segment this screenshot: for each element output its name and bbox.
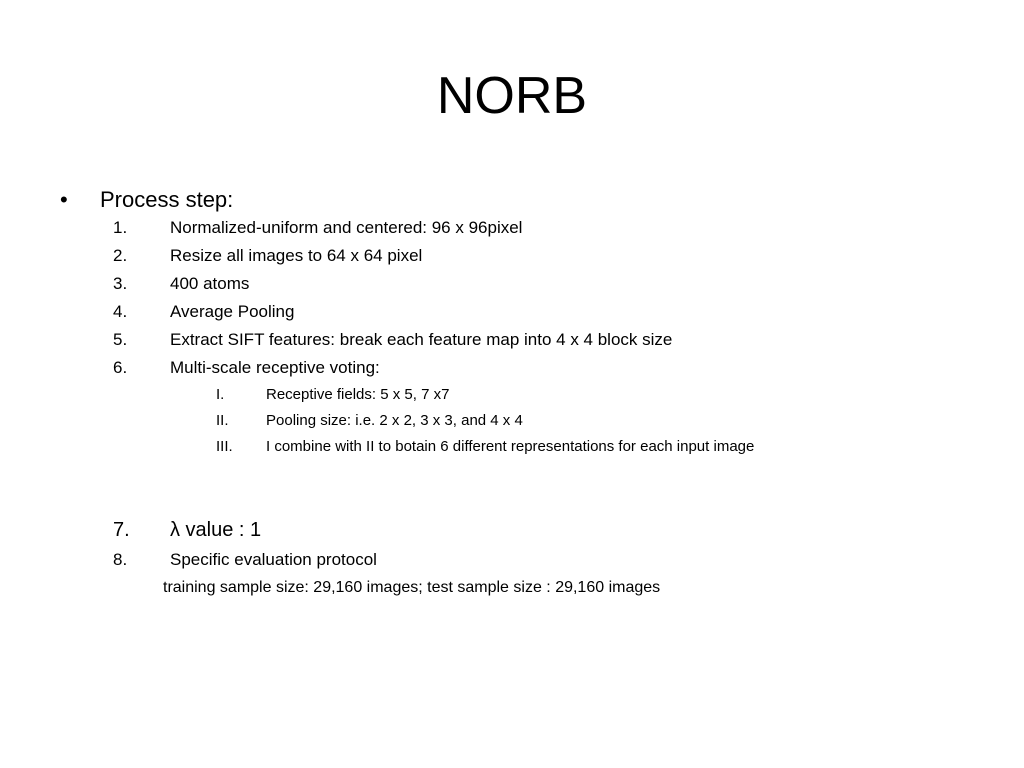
step-text: λ value : 1 xyxy=(170,519,262,541)
step-number: 2. xyxy=(113,246,128,265)
bullet-icon: • xyxy=(60,187,68,212)
slide-title: NORB xyxy=(436,67,588,125)
evaluation-note: training sample size: 29,160 images; test sample size : 29,160 images xyxy=(163,579,661,596)
step-number: 5. xyxy=(113,330,128,349)
step-number: 1. xyxy=(113,218,128,237)
step-number: 3. xyxy=(113,274,128,293)
substep-number: I. xyxy=(216,386,225,403)
step-text: 400 atoms xyxy=(170,274,250,293)
step-text: Normalized-uniform and centered: 96 x 96pixel xyxy=(170,218,523,237)
step-text: Specific evaluation protocol xyxy=(170,550,377,569)
step-text: Extract SIFT features: break each feature map into 4 x 4 block size xyxy=(170,330,673,349)
step-number: 4. xyxy=(113,302,128,321)
step-text: Multi-scale receptive voting: xyxy=(170,358,380,377)
substep-text: Receptive fields: 5 x 5, 7 x7 xyxy=(266,386,450,403)
bullet-text: Process step: xyxy=(100,187,234,212)
step-text: Average Pooling xyxy=(170,302,295,321)
substep-text: I combine with II to botain 6 different representations for each input image xyxy=(266,438,755,455)
substep-number: II. xyxy=(216,412,229,429)
step-number: 7. xyxy=(113,519,130,541)
substep-text: Pooling size: i.e. 2 x 2, 3 x 3, and 4 x 4 xyxy=(266,412,523,429)
step-number: 8. xyxy=(113,550,128,569)
substep-number: III. xyxy=(216,438,233,455)
step-text: Resize all images to 64 x 64 pixel xyxy=(170,246,423,265)
step-number: 6. xyxy=(113,358,128,377)
